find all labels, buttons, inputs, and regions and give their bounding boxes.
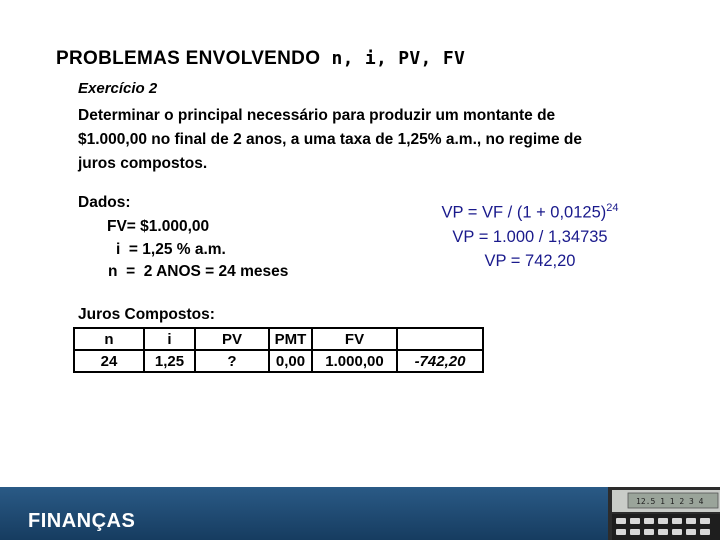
financial-calculator-table bbox=[73, 327, 484, 373]
calculation-block bbox=[400, 196, 660, 273]
exercise-label: Exercício 2 bbox=[78, 80, 158, 97]
value-cell-i: 1,25 bbox=[144, 350, 195, 372]
dados-n: n = 2 ANOS = 24 meses bbox=[108, 263, 289, 280]
juros-heading: Juros Compostos: bbox=[78, 306, 215, 323]
dados-i: i = 1,25 % a.m. bbox=[116, 241, 226, 258]
calc-exponent: 24 bbox=[606, 202, 619, 214]
header-cell-n: n bbox=[74, 328, 144, 350]
title-text: PROBLEMAS ENVOLVENDO bbox=[56, 48, 321, 69]
title-variables: n, i, PV, FV bbox=[331, 48, 466, 69]
problem-statement: Determinar o principal necessário para produzir um montante de $1.000,00 no final de 2 anos, a uma taxa de 1,25% a.m., no regime de juros compostos. bbox=[78, 107, 582, 172]
dados-fv: FV= $1.000,00 bbox=[107, 218, 210, 235]
header-cell-fv: FV bbox=[312, 328, 397, 350]
calc-line-2: VP = 1.000 / 1,34735 bbox=[452, 227, 608, 246]
header-cell-i: i bbox=[144, 328, 195, 350]
header-cell-pv: PV bbox=[195, 328, 269, 350]
value-cell-result: -742,20 bbox=[397, 350, 483, 372]
table-value-row bbox=[74, 350, 483, 372]
header-cell-result bbox=[397, 328, 483, 350]
value-cell-n: 24 bbox=[74, 350, 144, 372]
dados-heading: Dados: bbox=[78, 194, 131, 211]
footer-title: FINANÇAS bbox=[28, 510, 136, 532]
calc-line-1: VP = VF / $(1 + 0,0125)^{24}$ bbox=[441, 202, 619, 222]
header-cell-pmt: PMT bbox=[269, 328, 312, 350]
value-cell-pmt: 0,00 bbox=[269, 350, 312, 372]
calc-line-3: VP = 742,20 bbox=[484, 251, 576, 270]
calculator-icon bbox=[606, 487, 720, 540]
table-header-row bbox=[74, 328, 483, 350]
slide-title bbox=[56, 48, 465, 70]
value-cell-pv: ? bbox=[195, 350, 269, 372]
value-cell-fv: 1.000,00 bbox=[312, 350, 397, 372]
calculator-display: 12.5 1 1 2 3 4 bbox=[636, 497, 704, 506]
